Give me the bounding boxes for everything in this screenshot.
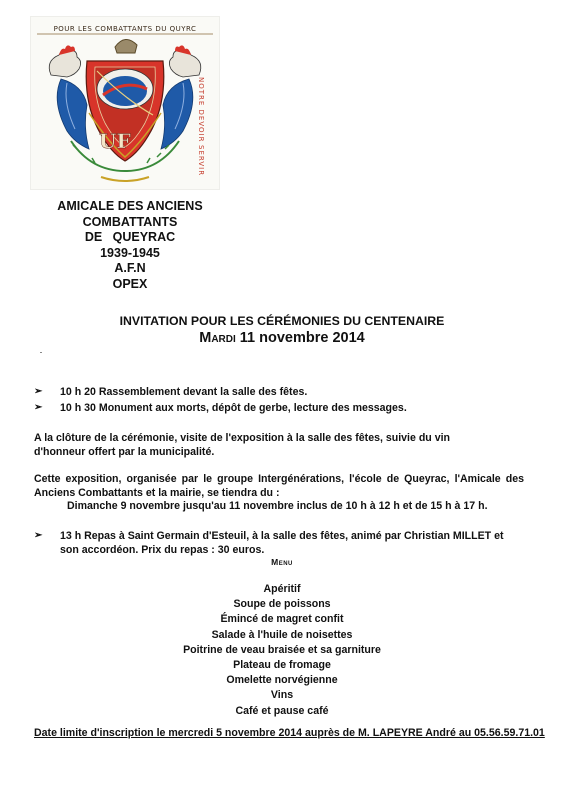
- menu-item: Poitrine de veau braisée et sa garniture: [183, 643, 381, 656]
- association-name-block: [35, 199, 225, 292]
- rooster-right-icon: [161, 45, 201, 149]
- association-line: COMBATTANTS: [82, 214, 178, 229]
- association-line: AMICALE DES ANCIENS: [57, 199, 203, 213]
- repas-item-text: 13 h Repas à Saint Germain d'Esteuil, à la salle des fêtes, animé par Christian MILLET et son accordéon. Prix du repas : 30 euros.: [60, 530, 504, 556]
- arrow-bullet-icon: ➢: [34, 386, 43, 397]
- menu-title-text: Menu: [271, 557, 293, 567]
- association-line: 1939-1945: [100, 245, 160, 260]
- arrow-bullet-icon: ➢: [34, 402, 43, 413]
- logo-banner-text: POUR LES COMBATTANTS DU QUYRC: [53, 25, 197, 33]
- menu-item: Soupe de poissons: [233, 598, 331, 611]
- menu-item: Café et pause café: [235, 704, 329, 717]
- logo-motto-text: NOTRE DEVOIR: [197, 77, 205, 143]
- registration-deadline: Date limite d'inscription le mercredi 5 novembre 2014 auprès de M. LAPEYRE André au 05.56.59.71.01: [34, 727, 545, 739]
- menu-item: Émincé de magret confit: [220, 613, 344, 626]
- menu-item: Apéritif: [263, 583, 301, 595]
- menu-item: Vins: [270, 689, 294, 702]
- schedule-item-text: 10 h 30 Monument aux morts, dépôt de gerbe, lecture des messages.: [60, 402, 407, 414]
- logo-motto-text-2: SERVIR: [197, 145, 205, 177]
- exposition-paragraph: Cette exposition, organisée par le groupe Intergénérations, l'école de Queyrac, l'Amicale des Anciens Combattants et la mairie, se tiendra du :: [34, 473, 524, 499]
- event-date-title: [0, 330, 564, 346]
- menu-item: Plateau de fromage: [233, 658, 331, 671]
- svg-text:UF: UF: [99, 129, 131, 153]
- event-day: Mardi: [199, 330, 236, 346]
- arrow-bullet-icon: ➢: [34, 530, 43, 541]
- schedule-item-text: 10 h 20 Rassemblement devant la salle des fêtes.: [60, 386, 308, 398]
- association-line: A.F.N: [114, 261, 146, 275]
- menu-item: Salade à l'huile de noisettes: [211, 628, 353, 641]
- menu-list: [0, 582, 564, 719]
- event-date: 11 novembre 2014: [239, 330, 365, 346]
- exposition-dates: Dimanche 9 novembre jusqu'au 11 novembre inclus de 10 h à 12 h et de 15 h à 17 h.: [67, 500, 488, 512]
- scan-speck: [40, 352, 42, 353]
- emblem-icon: [31, 17, 219, 189]
- association-line: DE QUEYRAC: [84, 230, 176, 244]
- rooster-left-icon: [49, 45, 89, 149]
- association-line: OPEX: [112, 276, 148, 291]
- association-logo: [30, 16, 220, 190]
- invitation-title: INVITATION POUR LES CÉRÉMONIES DU CENTENAIRE: [119, 314, 445, 328]
- menu-title: [0, 557, 564, 567]
- closing-paragraph: A la clôture de la cérémonie, visite de l'exposition à la salle des fêtes, suivie du vin d'honneur offert par la municipalité.: [34, 432, 451, 458]
- menu-item: Omelette norvégienne: [226, 674, 338, 687]
